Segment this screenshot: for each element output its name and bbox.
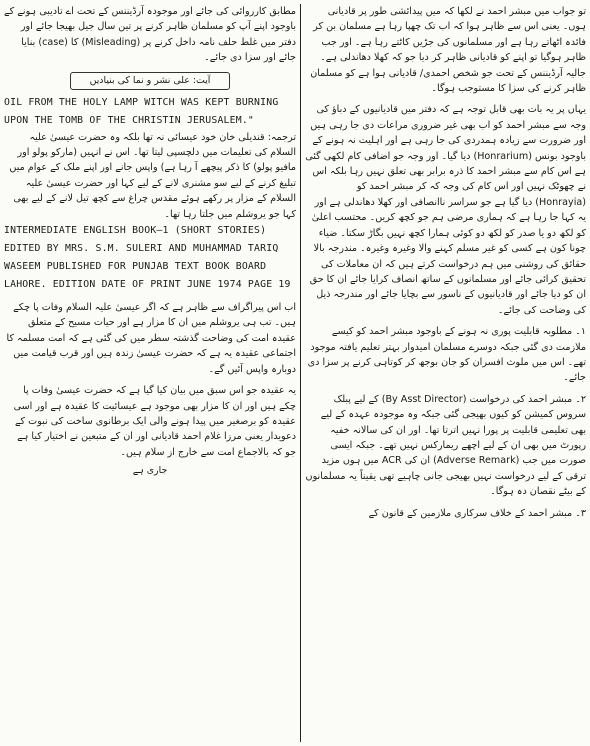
list-item-1: ۱۔ مطلوبہ قابلیت پوری نہ ہونے کے باوجود مبشر احمد کو کیسے ملازمت دی گئی جبکہ دوسرے مسلمان امیدوار بہتر تعلیم یافتہ موجود تھے۔ اس میں ملوث افسران کو جان بوجھ کر کوتاہی کرنے پر سزا دی جائے۔ bbox=[307, 326, 586, 384]
right-paragraph-2: یہاں پر یہ بات بھی قابل توجہ ہے کہ دفتر میں قادیانیوں کے دباؤ کی وجہ سے مبشر احمد کو اب بھی غیر ضروری مراعات دی جا رہی ہیں اور ضرورت سے زیادہ ہمدردی کی جا رہی ہے اور اہلیت نہ ہونے کے باوجود بونس (Honrarium) دیا گیا۔ اور وجہ جو اضافی کام لکھی گئی ہے اس کام سے مبشر احمد کا ذرہ برابر بھی تعلق نہیں رہا بلکہ اس نے چھوٹک نہیں اور اس کام کی وجہ کہ کر مبشر احمد کو (Honrayia) دیا گیا ہے جو سراسر ناانصافی اور کھلا دھاندلی ہے اور یہ کہا جا رہا ہے کہ ہماری مرضی ہم جو کچھ کریں۔ محتسب اعلیٰ کو لکھ دو یا صدر کو لکھ دو کوئی ہمارا کچھ نہیں بگاڑ سکتا۔ ضیاء چونا کون ہے کسی کو غیر مسلم کہنے والا وغیرہ وغیرہ۔ مندرجہ بالا حقائق کی روشنی میں ہم درخواست کرتے ہیں کہ ان معاملات کی تحقیق کرائی جائے اور مسلمانوں کے ساتھ انصاف کرایا جائے ان کا حق ان کو دیا جائے اور قادیانیوں کے ناسور سے بچایا جائے اور مندرجہ ذیل کی وضاحت کی جائے۔ bbox=[305, 104, 586, 316]
left-paragraph-4: یہ عقیدہ جو اس سبق میں بیان کیا گیا ہے کہ حضرت عیسیٰ وفات پا چکے ہیں اور ان کا مزار بھی موجود ہے عیسائیت کا عقیدہ ہے اور اسی عقیدہ کو برصغیر میں پیدا ہونے والی ایک برطانوی ساخت کی نبوت کے دعویدار یعنی مرزا غلام احمد قادیانی اور ان کے متبعین نے اختیار کیا ہے جو کہ بالاجماع امت سے خارج از سلام ہیں۔ bbox=[13, 385, 296, 458]
list-item-3: ۳۔ مبشر احمد کے خلاف سرکاری ملازمین کے قانون کے bbox=[368, 507, 586, 519]
continued-note: جاری ہے bbox=[132, 465, 168, 477]
translation-paragraph: ترجمہ: قندیلی خان خود عیسائی نہ تھا بلکہ وہ حضرت عیسیٰ علیہ السلام کی تعلیمات میں دلچسپی لیتا تھا۔ اس نے انہیں (مارکو پولو اور مافیو پولو) کا ذکر پیچھے آ رہا ہے) واپس جانے اور اپنے ملک کے عوام میں تبلیغ کرنے کے لیے سو مشنری لانے کے لیے کہا اور حضرت عیسیٰ علیہ السلام کے مزار پر رکھے ہوئے مقدس چراغ سے کچھ تیل لانے کے لیے بھی کہا جو یروشلم میں جلتا رہا تھا۔ bbox=[9, 131, 296, 220]
section-heading: آیت: علی نشر و نما کی بنیادیں bbox=[70, 72, 230, 90]
book-reference: INTERMEDIATE ENGLISH BOOK—1 (SHORT STORIES) EDITED BY MRS. S.M. SULERI AND MUHAMMAD TARIQ WASEEM PUBLISHED FOR PUNJAB TEXT BOOK BOARD LAHORE. EDITION DATE OF PRINT JUNE 1974 PAGE 19 bbox=[4, 225, 291, 291]
list-item-2: ۲۔ مبشر احمد کی درخواست (By Asst Director) کے لیے پبلک سروس کمیشن کو کیوں بھیجی گئی جبکہ وہ موجودہ عہدہ کے لیے بھی تعلیمی قابلیت پر پورا نہیں اترتا تھا۔ اور ان کی سالانہ خفیہ رپورٹ میں بھی ان کے لیے اچھے ریمارکس نہیں تھے۔ جبکہ ایسی صورت میں جب (Adverse Remark) ان کی ACR میں ہوں مزید ترقی کے لیے درخواست نہیں بھیجی جانی چاہیے تھی یقیناً یہ مسلمانوں کے بیٹے نقصان دہ ہوگا۔ bbox=[305, 393, 586, 498]
english-quote: OIL FROM THE HOLY LAMP WITCH WAS KEPT BURNING UPON THE TOMB OF THE CHRISTIN JERUSALEM." bbox=[4, 96, 279, 126]
left-column bbox=[4, 4, 296, 742]
right-column bbox=[300, 4, 586, 742]
left-paragraph-3: اب اس پیراگراف سے ظاہر ہے کہ اگر عیسیٰ علیہ السلام وفات پا چکے ہیں۔ تب ہی یروشلم میں ان کا مزار ہے اور حیات مسیح کے متعلق عقیدہ امت کی وضاحت گذشتہ سطر میں کی گئی ہے کہ امت مسلمہ کا اجتماعی عقیدہ یہ ہے کہ حضرت عیسیٰ زندہ ہیں اور قرب قیامت میں دوبارہ واپس آئیں گے۔ bbox=[6, 302, 296, 375]
right-paragraph-1: تو جواب میں مبشر احمد نے لکھا کہ میں پیدائشی طور پر قادیانی ہوں۔ یعنی اس سے ظاہر ہوا کہ اب تک چھپا رہا ہے مسلمان بن کر فائدہ اٹھاتے رہا ہے اور مسلمانوں کی جڑیں کاٹتے رہا ہے۔ اور جب ظاہر ہوگیا تو اپنے کو قادیانی ظاہر کر دیا جو کہ کھلا دھاندلی ہے۔ جالیہ آرڈیننس کے تحت جو شخص احمدی/ قادیانی ہوا ہے کو مسلمان ظاہر کرنے کی سزا کا مستوجب ہوگا۔ bbox=[310, 6, 586, 95]
left-paragraph-1: مطابق کارروائی کی جائے اور موجودہ آرڈیننس کے تحت اے تادیبی ہونے کے باوجود اپنے آپ کو مسلمان ظاہر کرنے پر تین سال جیل بھیجا جائے اور دفتر میں غلط حلف نامہ داخل کرنے پر (Misleading) کا (case) بنایا جائے اور سزا دی جائے۔ bbox=[4, 6, 296, 64]
